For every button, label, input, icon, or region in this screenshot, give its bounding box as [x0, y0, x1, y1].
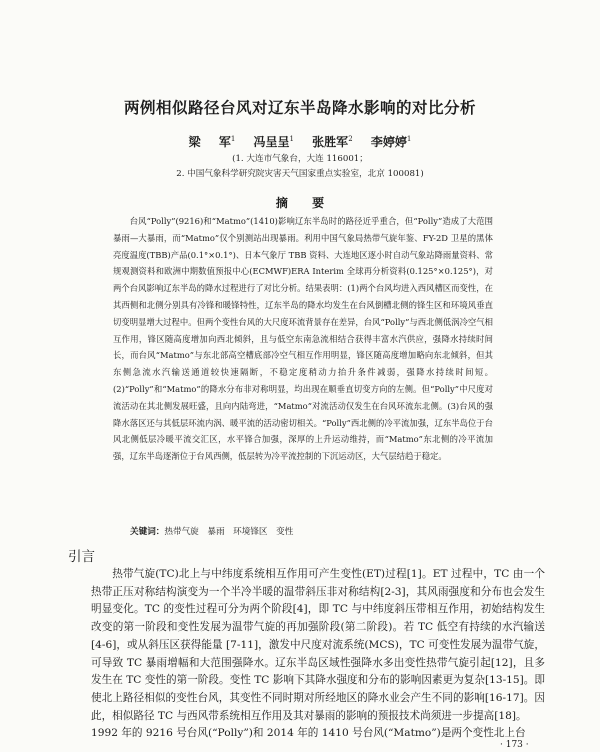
author-list: [0, 133, 600, 150]
author-4: 李婷婷$^1$: [370, 135, 412, 149]
keywords-line: [130, 525, 293, 537]
author-3: 张胜军$^2$: [312, 135, 353, 149]
keywords-list: 热带气旋 暴雨 环境锋区 变性: [164, 527, 294, 537]
author-2: 冯呈呈$^1$: [253, 135, 294, 149]
affiliation-1: (1. 大连市气象台，大连 116001；: [232, 154, 368, 164]
author-1: 梁 军$^1$: [188, 135, 236, 149]
section-heading-intro: 引言: [68, 549, 95, 565]
abstract-heading: 摘 要: [275, 196, 335, 210]
paper-title: 两例相似路径台风对辽东半岛降水影响的对比分析: [123, 98, 476, 117]
intro-body: 热带气旋(TC)北上与中纬度系统相互作用可产生变性(ET)过程[1]。ET 过程中，TC 由一个热带正压对称结构演变为一个半冷半暖的温带斜压非对称结构[2-3]，其风雨强度和分布也会发生明显变化。TC 的变性过程可分为两个阶段[4]，即 TC 与中纬度斜压带相互作用，初始结构发生改变的第一阶段和变性发展为温带气旋的再加强阶段(第二阶段)。若 TC 低空有持续的水汽输送[4-6]，或从斜压区获得能量 [7-11]，激发中尺度对流系统(MCS)，TC 可变性发展为温带气旋，可导致 TC 暴雨增幅和大范围强降水。辽东半岛区域性强降水多出变性热带气旋引起[12]，且多发生在 TC 变性的第一阶段。变性 TC 影响下其降水强度和分布的影响因素更为复杂[13-15]。即使北上路径相似的变性台风，其变性不同时期对所经地区的降水业会产生不同的影响[16-17]。因此，相似路径 TC 与西风带系统相互作用及其对暴雨的影响的预报技术尚须进一步提高[18]。 1992 年的 9216 号台风(“Polly”)和 2014 年的 1410 号台风(“Matmo”)是两个变性北上台: [91, 568, 545, 740]
affiliation-2: 2. 中国气象科学研究院灾害天气国家重点实验室，北京 100081): [176, 169, 424, 179]
page-number: · 173 ·: [500, 740, 529, 750]
keywords-label: 关键词：: [130, 527, 165, 537]
abstract-body: 台风“Polly”(9216)和“Matmo”(1410)影响辽东半岛时的路径近乎重合，但“Polly”造成了大范围暴雨—大暴雨，而“Matmo”仅个别测站出现暴雨。利用中国气象局热带气旋年鉴、FY-2D 卫星的黑体亮度温度(TBB)产品(0.1°×0.1°)、日本气象厅 TBB 资料、大连地区逐小时自动气象站降雨量资料、常规观测资料和欧洲中期数值预报中心(ECMWF)ERA Interim 全球再分析资料(0.125°×0.125°)，对两个台风影响辽东半岛的降水过程进行了对比分析。结果表明：(1)两个台风均进入西风槽区而变性，在其西侧和北侧分别具有冷锋和暖锋特性，辽东半岛的降水均发生在台风倒槽北侧的锋生区和环境风垂直切变明显增大过程中。但两个变性台风的大尺度环流背景存在差异，台风“Polly”与西北侧低涡冷空气相互作用，锋区随高度增加向西北倾斜，且与低空东南急流相结合获得丰富水汽供应，强降水持续时间长，而台风“Matmo”与东北部高空槽底部冷空气相互作用明显，锋区随高度增加略向东北倾斜，但其东侧急流水汽输送通道较快速隔断，不稳定度稍动力抬升条件减弱，强降水持续时间短。(2)“Polly”和“Matmo”的降水分布非对称明显，均出现在顺垂直切变方向的左侧。但“Polly”中尺度对流活动在其北侧发展旺盛，且向内陆弯进，“Matmo”对流活动仅发生在台风环流东北侧。(3)台风的强降水落区还与其低层环流内涡、暖平流的活动密切相关。“Polly”西北侧的冷平流加强，辽东半岛位于台风北侧低层冷暖平流交汇区，水平锋合加强，深厚的上升运动维持，而“Matmo”东北侧的冷平流加强，辽东半岛逐渐位于台风西侧，低层转为冷平流控制的下沉运动区，大气层结趋于稳定。: [113, 216, 493, 462]
